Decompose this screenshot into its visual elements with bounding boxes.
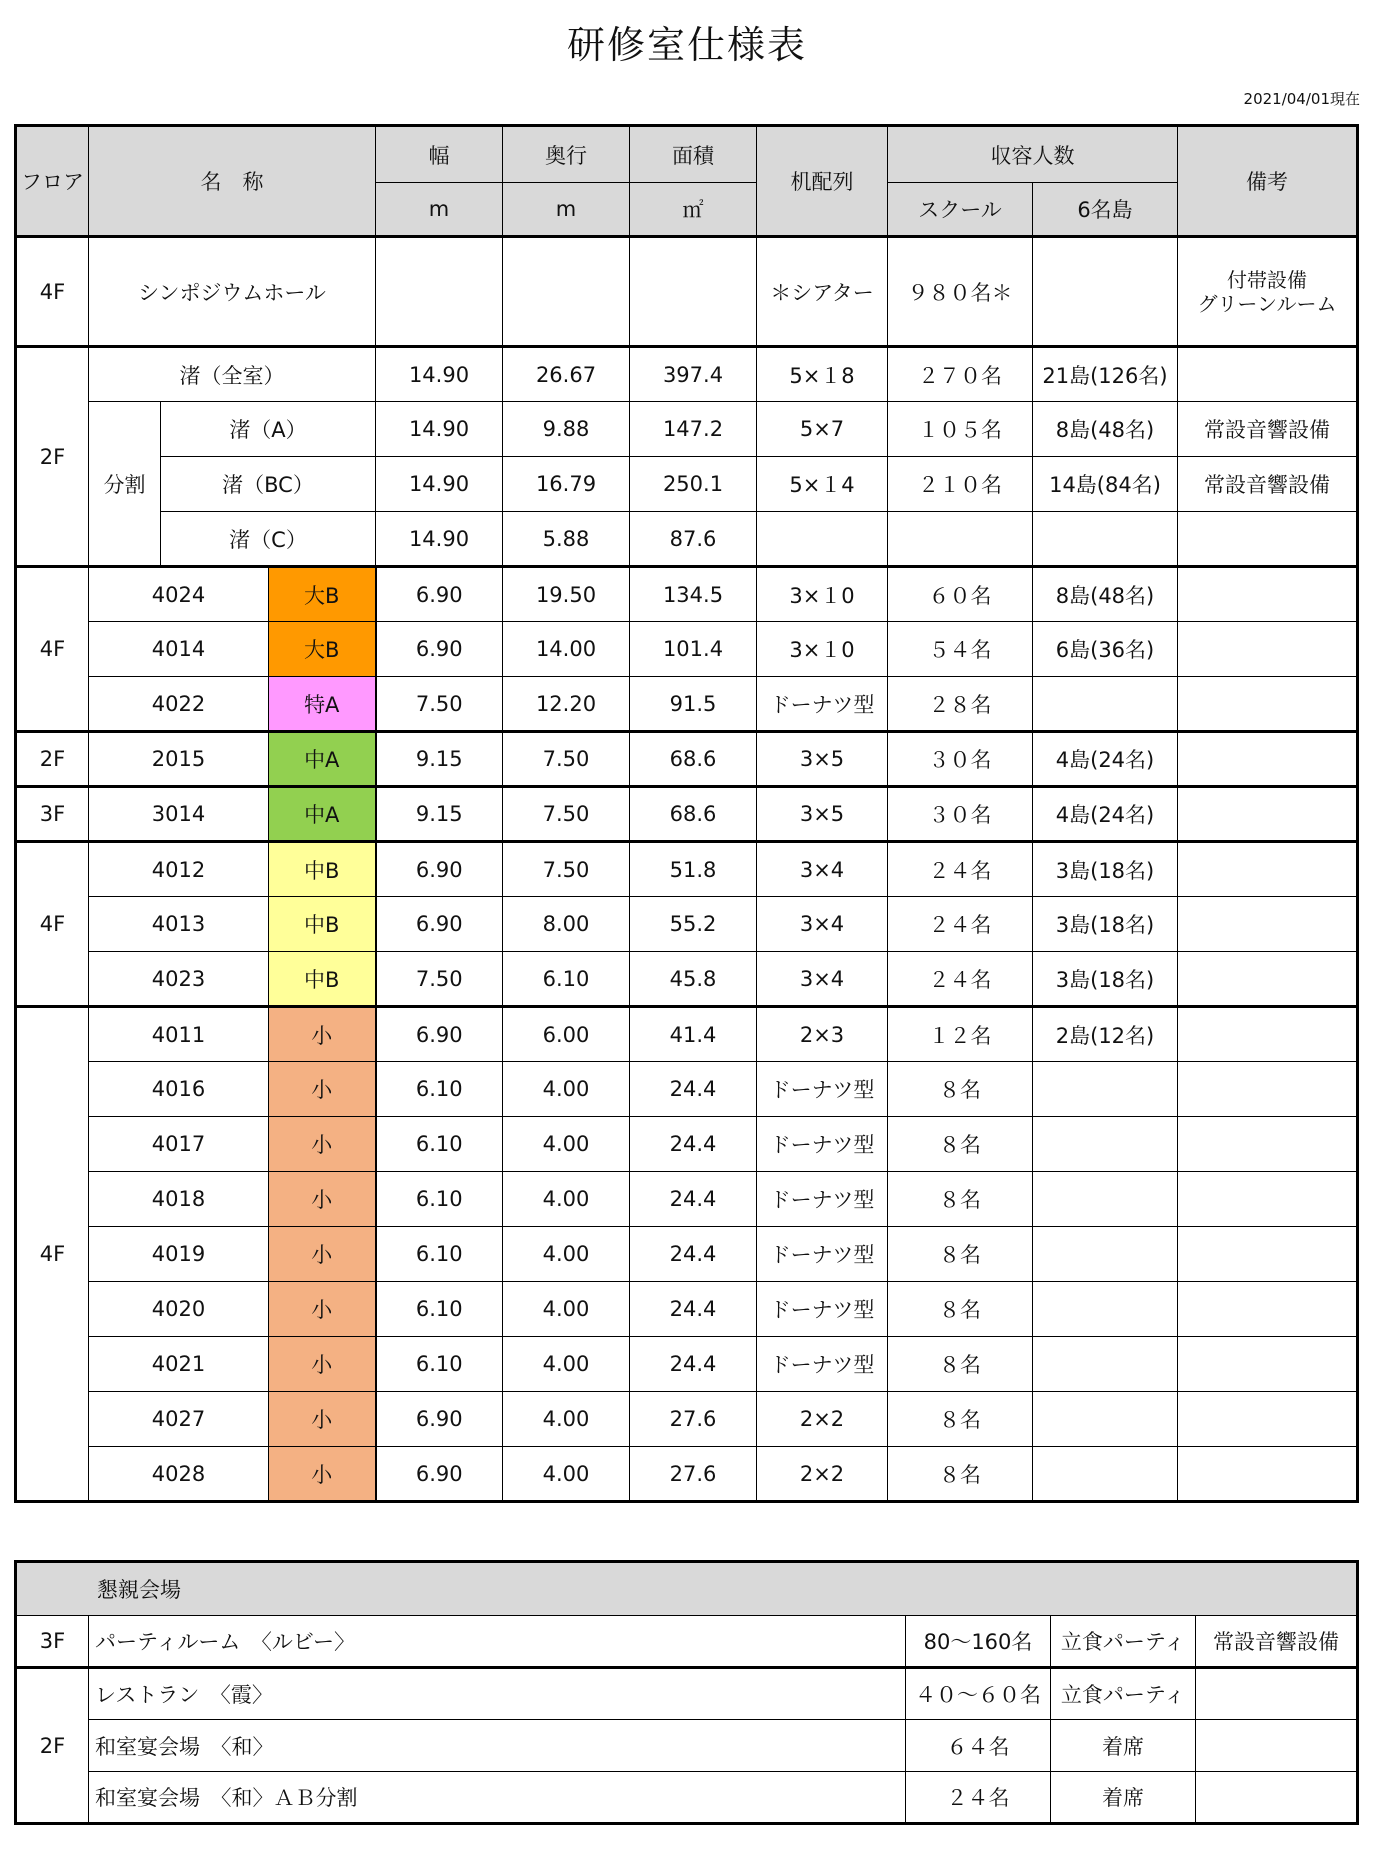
width-cell: 7.50 bbox=[376, 952, 503, 1007]
depth-cell: 4.00 bbox=[503, 1227, 630, 1282]
remarks-cell bbox=[1178, 1227, 1358, 1282]
desk-cell bbox=[757, 512, 888, 567]
island-cell bbox=[1033, 1172, 1178, 1227]
island-cell: 4島(24名) bbox=[1033, 732, 1178, 787]
island-cell bbox=[1033, 1062, 1178, 1117]
width-cell bbox=[376, 237, 503, 347]
island-cell bbox=[1033, 1337, 1178, 1392]
capacity-cell: ４０～６０名 bbox=[906, 1668, 1051, 1720]
desk-cell: 5×１4 bbox=[757, 457, 888, 512]
header-island: 6名島 bbox=[1033, 183, 1178, 237]
remarks-cell bbox=[1178, 622, 1358, 677]
room-number: 4014 bbox=[89, 622, 269, 677]
banquet-row bbox=[16, 1720, 1358, 1772]
floor-cell: 4F bbox=[16, 237, 89, 347]
desk-cell: ドーナツ型 bbox=[757, 1117, 888, 1172]
island-cell: 8島(48名) bbox=[1033, 567, 1178, 622]
banquet-row bbox=[16, 1616, 1358, 1668]
nagisa-full-row bbox=[16, 347, 1358, 402]
room-row bbox=[16, 1007, 1358, 1062]
area-cell: 24.4 bbox=[630, 1282, 757, 1337]
style-cell: 着席 bbox=[1051, 1720, 1196, 1772]
floor-cell: 4F bbox=[16, 842, 89, 1007]
area-cell: 87.6 bbox=[630, 512, 757, 567]
school-cell: １０５名 bbox=[888, 402, 1033, 457]
style-cell: 立食パーティ bbox=[1051, 1668, 1196, 1720]
header-unit-depth: m bbox=[503, 183, 630, 237]
room-number: 3014 bbox=[89, 787, 269, 842]
school-cell: ３０名 bbox=[888, 787, 1033, 842]
room-row bbox=[16, 842, 1358, 897]
area-cell: 41.4 bbox=[630, 1007, 757, 1062]
banquet-rows bbox=[16, 1616, 1358, 1824]
room-row bbox=[16, 952, 1358, 1007]
area-cell bbox=[630, 237, 757, 347]
room-name: 渚（C） bbox=[161, 512, 376, 567]
depth-cell: 19.50 bbox=[503, 567, 630, 622]
remarks-cell bbox=[1178, 1337, 1358, 1392]
school-cell: ８名 bbox=[888, 1282, 1033, 1337]
desk-cell: 3×4 bbox=[757, 952, 888, 1007]
depth-cell: 7.50 bbox=[503, 842, 630, 897]
nagisa-c-row bbox=[16, 512, 1358, 567]
room-type-badge: 中A bbox=[269, 787, 376, 842]
date-label: 2021/04/01現在 bbox=[1243, 90, 1360, 108]
remarks-cell bbox=[1178, 1282, 1358, 1337]
depth-cell: 4.00 bbox=[503, 1172, 630, 1227]
width-cell: 14.90 bbox=[376, 457, 503, 512]
island-cell: 3島(18名) bbox=[1033, 842, 1178, 897]
header-school: スクール bbox=[888, 183, 1033, 237]
room-number: 4024 bbox=[89, 567, 269, 622]
width-cell: 6.90 bbox=[376, 897, 503, 952]
school-cell: ３０名 bbox=[888, 732, 1033, 787]
room-number: 4019 bbox=[89, 1227, 269, 1282]
remarks-cell bbox=[1196, 1772, 1358, 1824]
area-cell: 134.5 bbox=[630, 567, 757, 622]
remarks-cell bbox=[1178, 952, 1358, 1007]
area-cell: 24.4 bbox=[630, 1337, 757, 1392]
remarks-line-1: 付帯設備 bbox=[1227, 267, 1307, 292]
remarks-cell bbox=[1178, 677, 1358, 732]
remarks-cell bbox=[1178, 787, 1358, 842]
desk-cell: 3×4 bbox=[757, 842, 888, 897]
island-cell: 8島(48名) bbox=[1033, 402, 1178, 457]
room-row bbox=[16, 732, 1358, 787]
room-type-badge: 小 bbox=[269, 1172, 376, 1227]
desk-cell: 5×7 bbox=[757, 402, 888, 457]
room-number: 2015 bbox=[89, 732, 269, 787]
symposium-row bbox=[16, 237, 1358, 347]
room-row bbox=[16, 1337, 1358, 1392]
desk-cell: 2×2 bbox=[757, 1447, 888, 1502]
capacity-cell: 80～160名 bbox=[906, 1616, 1051, 1668]
depth-cell: 12.20 bbox=[503, 677, 630, 732]
remarks-cell: 常設音響設備 bbox=[1178, 457, 1358, 512]
depth-cell: 6.00 bbox=[503, 1007, 630, 1062]
room-number: 4012 bbox=[89, 842, 269, 897]
area-cell: 55.2 bbox=[630, 897, 757, 952]
width-cell: 6.10 bbox=[376, 1117, 503, 1172]
header-area: 面積 bbox=[630, 126, 757, 183]
room-row bbox=[16, 1172, 1358, 1227]
nagisa-bc-row bbox=[16, 457, 1358, 512]
banquet-row bbox=[16, 1772, 1358, 1824]
remarks-cell bbox=[1178, 512, 1358, 567]
floor-cell: 3F bbox=[16, 787, 89, 842]
depth-cell: 26.67 bbox=[503, 347, 630, 402]
remarks-cell bbox=[1178, 1007, 1358, 1062]
room-row bbox=[16, 1227, 1358, 1282]
header-row-1 bbox=[16, 126, 1358, 183]
venue-name: レストラン 〈霞〉 bbox=[89, 1668, 906, 1720]
room-type-badge: 小 bbox=[269, 1117, 376, 1172]
width-cell: 6.10 bbox=[376, 1062, 503, 1117]
school-cell: ２８名 bbox=[888, 677, 1033, 732]
area-cell: 24.4 bbox=[630, 1172, 757, 1227]
school-cell bbox=[888, 512, 1033, 567]
room-type-badge: 中B bbox=[269, 952, 376, 1007]
area-cell: 45.8 bbox=[630, 952, 757, 1007]
desk-cell: 3×１0 bbox=[757, 567, 888, 622]
width-cell: 14.90 bbox=[376, 512, 503, 567]
island-cell bbox=[1033, 1227, 1178, 1282]
width-cell: 6.90 bbox=[376, 1007, 503, 1062]
remarks-cell: 常設音響設備 bbox=[1196, 1616, 1358, 1668]
width-cell: 6.10 bbox=[376, 1282, 503, 1337]
width-cell: 14.90 bbox=[376, 347, 503, 402]
depth-cell: 8.00 bbox=[503, 897, 630, 952]
island-cell bbox=[1033, 512, 1178, 567]
area-cell: 397.4 bbox=[630, 347, 757, 402]
room-spec-table bbox=[14, 124, 1359, 1503]
room-row bbox=[16, 567, 1358, 622]
desk-cell: ドーナツ型 bbox=[757, 1227, 888, 1282]
remarks-cell bbox=[1178, 1117, 1358, 1172]
depth-cell bbox=[503, 237, 630, 347]
area-cell: 147.2 bbox=[630, 402, 757, 457]
width-cell: 6.90 bbox=[376, 622, 503, 677]
remarks-cell bbox=[1178, 237, 1358, 347]
room-rows bbox=[16, 567, 1358, 1502]
island-cell: 6島(36名) bbox=[1033, 622, 1178, 677]
width-cell: 6.90 bbox=[376, 1447, 503, 1502]
floor-cell: 4F bbox=[16, 1007, 89, 1502]
school-cell: ８名 bbox=[888, 1227, 1033, 1282]
room-number: 4016 bbox=[89, 1062, 269, 1117]
remarks-cell: 常設音響設備 bbox=[1178, 402, 1358, 457]
depth-cell: 4.00 bbox=[503, 1117, 630, 1172]
room-name: 渚（全室） bbox=[89, 347, 376, 402]
depth-cell: 6.10 bbox=[503, 952, 630, 1007]
desk-cell: 3×5 bbox=[757, 732, 888, 787]
width-cell: 6.10 bbox=[376, 1227, 503, 1282]
capacity-cell: ２４名 bbox=[906, 1772, 1051, 1824]
room-type-badge: 中A bbox=[269, 732, 376, 787]
area-cell: 68.6 bbox=[630, 732, 757, 787]
venue-name: 和室宴会場 〈和〉ＡＢ分割 bbox=[89, 1772, 906, 1824]
remarks-cell bbox=[1178, 1392, 1358, 1447]
width-cell: 9.15 bbox=[376, 787, 503, 842]
depth-cell: 7.50 bbox=[503, 732, 630, 787]
desk-cell: 3×5 bbox=[757, 787, 888, 842]
remarks-cell bbox=[1178, 347, 1358, 402]
room-type-badge: 小 bbox=[269, 1227, 376, 1282]
island-cell: 4島(24名) bbox=[1033, 787, 1178, 842]
width-cell: 6.10 bbox=[376, 1337, 503, 1392]
split-label: 分割 bbox=[89, 402, 161, 567]
school-cell: ９８０名＊ bbox=[888, 237, 1033, 347]
school-cell: ５４名 bbox=[888, 622, 1033, 677]
room-type-badge: 小 bbox=[269, 1282, 376, 1337]
depth-cell: 7.50 bbox=[503, 787, 630, 842]
room-type-badge: 小 bbox=[269, 1337, 376, 1392]
room-number: 4013 bbox=[89, 897, 269, 952]
island-cell bbox=[1033, 1117, 1178, 1172]
desk-cell: 2×3 bbox=[757, 1007, 888, 1062]
room-type-badge: 小 bbox=[269, 1062, 376, 1117]
floor-cell: 2F bbox=[16, 732, 89, 787]
desk-cell: ドーナツ型 bbox=[757, 1282, 888, 1337]
island-cell: 3島(18名) bbox=[1033, 952, 1178, 1007]
school-cell: ８名 bbox=[888, 1062, 1033, 1117]
room-row bbox=[16, 897, 1358, 952]
width-cell: 6.10 bbox=[376, 1172, 503, 1227]
school-cell: ２４名 bbox=[888, 952, 1033, 1007]
nagisa-a-row bbox=[16, 402, 1358, 457]
room-type-badge: 小 bbox=[269, 1007, 376, 1062]
desk-cell: ドーナツ型 bbox=[757, 1172, 888, 1227]
area-cell: 101.4 bbox=[630, 622, 757, 677]
room-number: 4021 bbox=[89, 1337, 269, 1392]
area-cell: 24.4 bbox=[630, 1062, 757, 1117]
floor-cell: 4F bbox=[16, 567, 89, 732]
remarks-line-2: グリーンルーム bbox=[1197, 291, 1337, 316]
island-cell bbox=[1033, 237, 1178, 347]
room-name: 渚（BC） bbox=[161, 457, 376, 512]
area-cell: 27.6 bbox=[630, 1392, 757, 1447]
remarks-cell bbox=[1178, 1447, 1358, 1502]
room-name: シンポジウムホール bbox=[89, 237, 376, 347]
room-type-badge: 特A bbox=[269, 677, 376, 732]
desk-cell: ドーナツ型 bbox=[757, 1062, 888, 1117]
room-row bbox=[16, 1447, 1358, 1502]
depth-cell: 9.88 bbox=[503, 402, 630, 457]
floor-cell: 2F bbox=[16, 1668, 89, 1824]
header-floor: フロア bbox=[16, 126, 89, 237]
area-cell: 51.8 bbox=[630, 842, 757, 897]
island-cell: 14島(84名) bbox=[1033, 457, 1178, 512]
depth-cell: 4.00 bbox=[503, 1392, 630, 1447]
remarks-cell bbox=[1178, 1062, 1358, 1117]
room-number: 4022 bbox=[89, 677, 269, 732]
island-cell bbox=[1033, 1392, 1178, 1447]
room-type-badge: 小 bbox=[269, 1392, 376, 1447]
capacity-cell: ６４名 bbox=[906, 1720, 1051, 1772]
room-number: 4011 bbox=[89, 1007, 269, 1062]
depth-cell: 4.00 bbox=[503, 1447, 630, 1502]
school-cell: ２４名 bbox=[888, 842, 1033, 897]
width-cell: 14.90 bbox=[376, 402, 503, 457]
depth-cell: 4.00 bbox=[503, 1337, 630, 1392]
island-cell: 2島(12名) bbox=[1033, 1007, 1178, 1062]
room-number: 4017 bbox=[89, 1117, 269, 1172]
venue-name: パーティルーム 〈ルビー〉 bbox=[89, 1616, 906, 1668]
width-cell: 9.15 bbox=[376, 732, 503, 787]
room-number: 4020 bbox=[89, 1282, 269, 1337]
room-name: 渚（A） bbox=[161, 402, 376, 457]
island-cell: 21島(126名) bbox=[1033, 347, 1178, 402]
header-capacity: 収容人数 bbox=[888, 126, 1178, 183]
island-cell bbox=[1033, 1447, 1178, 1502]
desk-cell: 2×2 bbox=[757, 1392, 888, 1447]
header-desk: 机配列 bbox=[757, 126, 888, 237]
room-row bbox=[16, 787, 1358, 842]
room-type-badge: 中B bbox=[269, 897, 376, 952]
school-cell: ８名 bbox=[888, 1392, 1033, 1447]
desk-cell: 5×１8 bbox=[757, 347, 888, 402]
remarks-cell bbox=[1178, 1172, 1358, 1227]
header-unit-area: ㎡ bbox=[630, 183, 757, 237]
school-cell: １２名 bbox=[888, 1007, 1033, 1062]
school-cell: ８名 bbox=[888, 1337, 1033, 1392]
remarks-cell bbox=[1196, 1668, 1358, 1720]
desk-cell: ＊シアター bbox=[757, 237, 888, 347]
school-cell: ８名 bbox=[888, 1172, 1033, 1227]
room-type-badge: 大B bbox=[269, 567, 376, 622]
floor-cell: 2F bbox=[16, 347, 89, 567]
school-cell: ２７０名 bbox=[888, 347, 1033, 402]
banquet-table bbox=[14, 1560, 1359, 1825]
header-depth: 奥行 bbox=[503, 126, 630, 183]
room-number: 4028 bbox=[89, 1447, 269, 1502]
room-type-badge: 小 bbox=[269, 1447, 376, 1502]
area-cell: 24.4 bbox=[630, 1227, 757, 1282]
width-cell: 7.50 bbox=[376, 677, 503, 732]
room-number: 4027 bbox=[89, 1392, 269, 1447]
header-name: 名 称 bbox=[89, 126, 376, 237]
depth-cell: 4.00 bbox=[503, 1062, 630, 1117]
island-cell: 3島(18名) bbox=[1033, 897, 1178, 952]
remarks-cell bbox=[1178, 732, 1358, 787]
style-cell: 立食パーティ bbox=[1051, 1616, 1196, 1668]
desk-cell: ドーナツ型 bbox=[757, 1337, 888, 1392]
room-row bbox=[16, 1392, 1358, 1447]
room-row bbox=[16, 1282, 1358, 1337]
remarks-cell bbox=[1178, 842, 1358, 897]
remarks-cell bbox=[1178, 567, 1358, 622]
area-cell: 68.6 bbox=[630, 787, 757, 842]
width-cell: 6.90 bbox=[376, 567, 503, 622]
area-cell: 250.1 bbox=[630, 457, 757, 512]
school-cell: ８名 bbox=[888, 1117, 1033, 1172]
room-row bbox=[16, 1117, 1358, 1172]
area-cell: 27.6 bbox=[630, 1447, 757, 1502]
width-cell: 6.90 bbox=[376, 842, 503, 897]
header-unit-width: m bbox=[376, 183, 503, 237]
school-cell: ６０名 bbox=[888, 567, 1033, 622]
area-cell: 24.4 bbox=[630, 1117, 757, 1172]
room-type-badge: 大B bbox=[269, 622, 376, 677]
desk-cell: 3×4 bbox=[757, 897, 888, 952]
floor-cell: 3F bbox=[16, 1616, 89, 1668]
school-cell: ２４名 bbox=[888, 897, 1033, 952]
remarks-cell bbox=[1178, 897, 1358, 952]
page-title: 研修室仕様表 bbox=[566, 23, 807, 67]
banquet-heading: 懇親会場 bbox=[16, 1562, 1358, 1616]
desk-cell: 3×１0 bbox=[757, 622, 888, 677]
school-cell: ２１０名 bbox=[888, 457, 1033, 512]
island-cell bbox=[1033, 1282, 1178, 1337]
depth-cell: 14.00 bbox=[503, 622, 630, 677]
banquet-row bbox=[16, 1668, 1358, 1720]
room-type-badge: 中B bbox=[269, 842, 376, 897]
depth-cell: 5.88 bbox=[503, 512, 630, 567]
school-cell: ８名 bbox=[888, 1447, 1033, 1502]
room-number: 4023 bbox=[89, 952, 269, 1007]
width-cell: 6.90 bbox=[376, 1392, 503, 1447]
banquet-header-row bbox=[16, 1562, 1358, 1616]
desk-cell: ドーナツ型 bbox=[757, 677, 888, 732]
depth-cell: 4.00 bbox=[503, 1282, 630, 1337]
room-row bbox=[16, 1062, 1358, 1117]
area-cell: 91.5 bbox=[630, 677, 757, 732]
room-number: 4018 bbox=[89, 1172, 269, 1227]
room-row bbox=[16, 622, 1358, 677]
island-cell bbox=[1033, 677, 1178, 732]
header-width: 幅 bbox=[376, 126, 503, 183]
venue-name: 和室宴会場 〈和〉 bbox=[89, 1720, 906, 1772]
depth-cell: 16.79 bbox=[503, 457, 630, 512]
style-cell: 着席 bbox=[1051, 1772, 1196, 1824]
header-remarks: 備考 bbox=[1178, 126, 1358, 237]
room-row bbox=[16, 677, 1358, 732]
remarks-cell bbox=[1196, 1720, 1358, 1772]
